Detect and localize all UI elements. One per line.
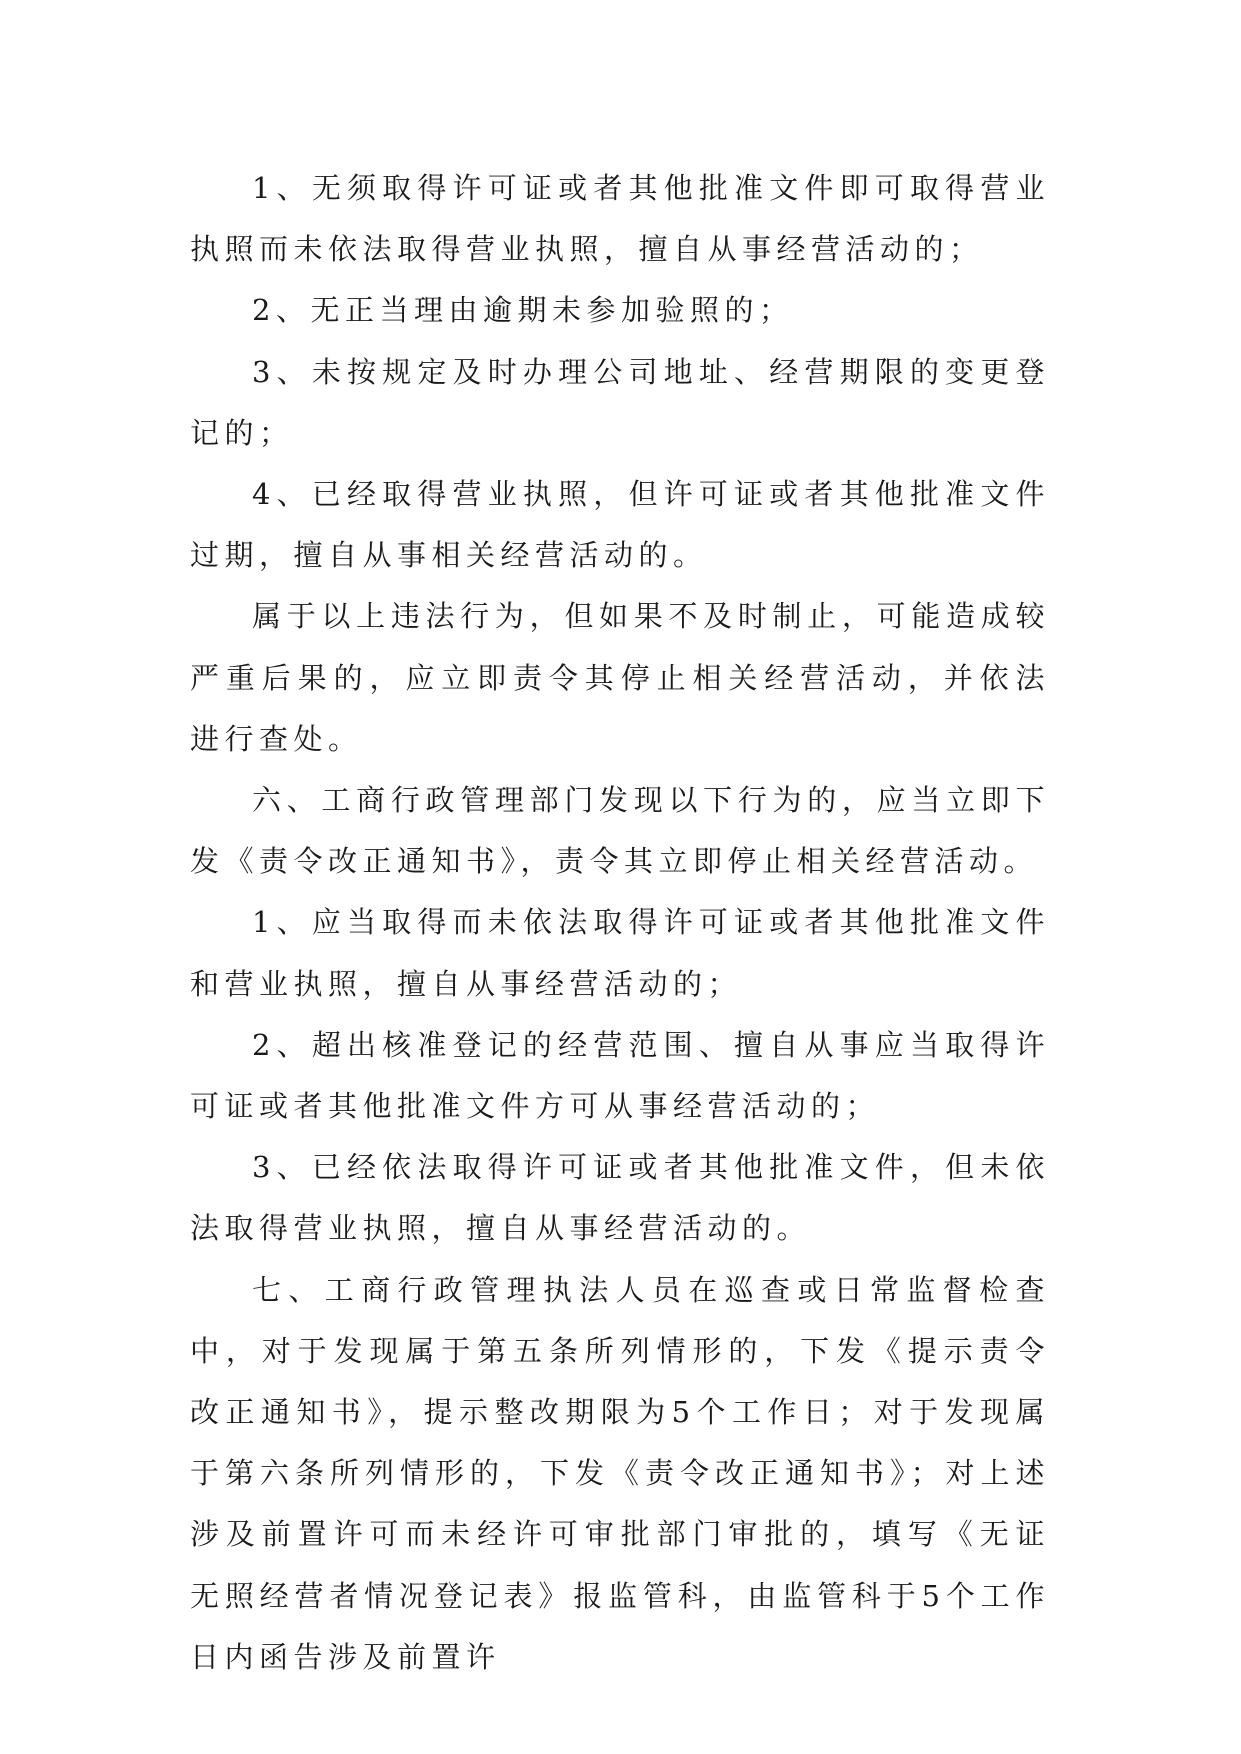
- document-body: [190, 158, 1050, 1688]
- section-six-item-1: 1、应当取得而未依法取得许可证或者其他批准文件和营业执照，擅自从事经营活动的；: [190, 905, 1050, 1001]
- paragraph-item-2: 2、无正当理由逾期未参加验照的；: [252, 293, 794, 328]
- section-six-heading: 六、工商行政管理部门发现以下行为的，应当立即下发《责令改正通知书》，责令其立即停止相关经营活动。: [190, 783, 1050, 879]
- paragraph-item-4: 4、已经取得营业执照，但许可证或者其他批准文件过期，擅自从事相关经营活动的。: [190, 477, 1050, 573]
- section-six-item-2: 2、超出核准登记的经营范围、擅自从事应当取得许可证或者其他批准文件方可从事经营活动的；: [190, 1027, 1050, 1124]
- paragraph-item-1: 1、无须取得许可证或者其他批准文件即可取得营业执照而未依法取得营业执照，擅自从事经营活动的；: [190, 171, 1050, 267]
- paragraph-item-3: 3、未按规定及时办理公司地址、经营期限的变更登记的；: [190, 354, 1050, 450]
- paragraph-summary: 属于以上违法行为，但如果不及时制止，可能造成较严重后果的，应立即责令其停止相关经营活动，并依法进行查处。: [190, 599, 1050, 756]
- section-seven-paragraph: 七、工商行政管理执法人员在巡查或日常监督检查中，对于发现属于第五条所列情形的，下发《提示责令改正通知书》，提示整改期限为5个工作日；对于发现属于第六条所列情形的，下发《责令改正通知书》；对上述涉及前置许可而未经许可审批部门审批的，填写《无证无照经营者情况登记表》报监管科，由监管科于5个工作日内函告涉及前置许: [190, 1272, 1050, 1674]
- section-six-item-3: 3、已经依法取得许可证或者其他批准文件，但未依法取得营业执照，擅自从事经营活动的。: [190, 1150, 1050, 1246]
